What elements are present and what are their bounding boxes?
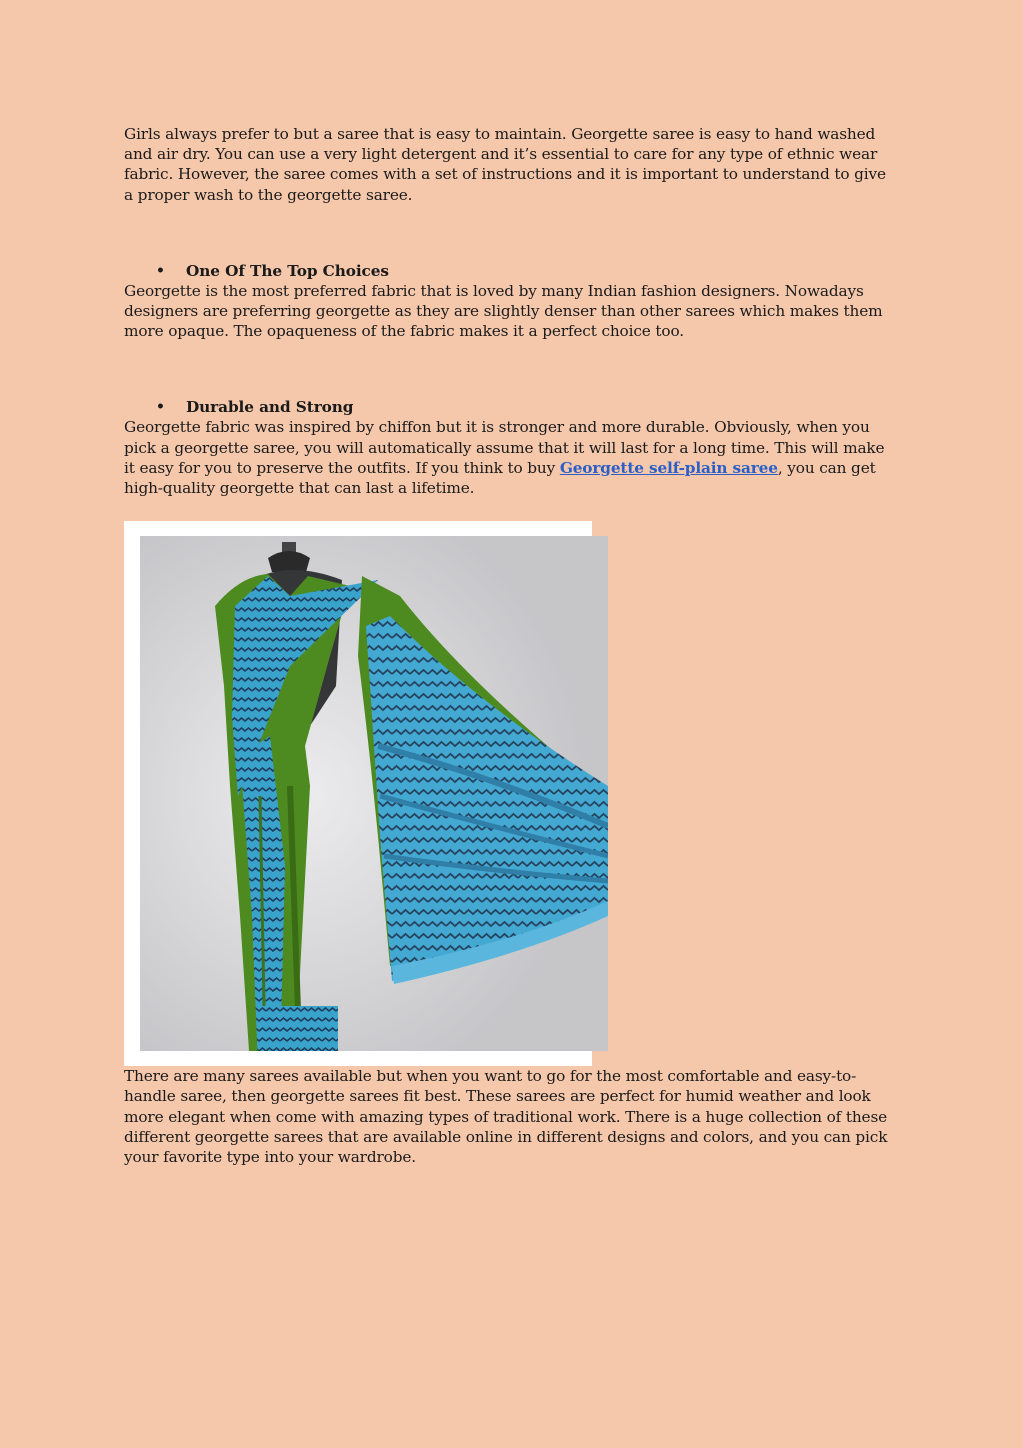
durable-paragraph	[124, 417, 899, 498]
georgette-self-plain-saree-link[interactable]: Georgette self-plain saree	[559, 458, 778, 477]
section-heading-top-choices	[124, 261, 899, 281]
durable-text-after-link: , you can get high-quality georgette that can last a lifetime.	[124, 458, 876, 498]
saree-product-image	[124, 521, 592, 1066]
saree-photo	[140, 536, 576, 1051]
bullet-icon: •	[156, 262, 165, 279]
intro-paragraph: Girls always prefer to but a saree that is easy to maintain. Georgette saree is easy to hand washed and air dry. You can use a very light detergent and it’s essential to care for any type of ethnic wear fabric. However, the saree comes with a set of instructions and it is important to understand to give a proper wash to the georgette saree.	[124, 125, 886, 204]
bullet-icon: •	[156, 399, 165, 416]
durable-text-before-link: Georgette fabric was inspired by chiffon but it is stronger and more durable. Obviously, when you pick a georgette saree, you will automatically assume that it will last for a long time. This will make it easy for you to preserve the outfits. If you think to buy	[124, 418, 885, 477]
saree-illustration	[140, 536, 608, 1051]
top-choices-paragraph: Georgette is the most preferred fabric that is loved by many Indian fashion designers. Nowadays designers are preferring georgette as they are slightly denser than other sarees which makes them more opaque. The opaqueness of the fabric makes it a perfect choice too.	[124, 281, 883, 341]
heading-text: Durable and Strong	[186, 398, 354, 417]
heading-text: One Of The Top Choices	[186, 261, 389, 280]
closing-paragraph: There are many sarees available but when you want to go for the most comfortable and easy-to-handle saree, then georgette sarees fit best. These sarees are perfect for humid weather and look more elegant when come with amazing types of traditional work. There is a huge collection of these different georgette sarees that are available online in different designs and colors, and you can pick your favorite type into your wardrobe.	[124, 1067, 888, 1167]
section-heading-durable	[124, 397, 899, 417]
document-page	[124, 124, 899, 1167]
